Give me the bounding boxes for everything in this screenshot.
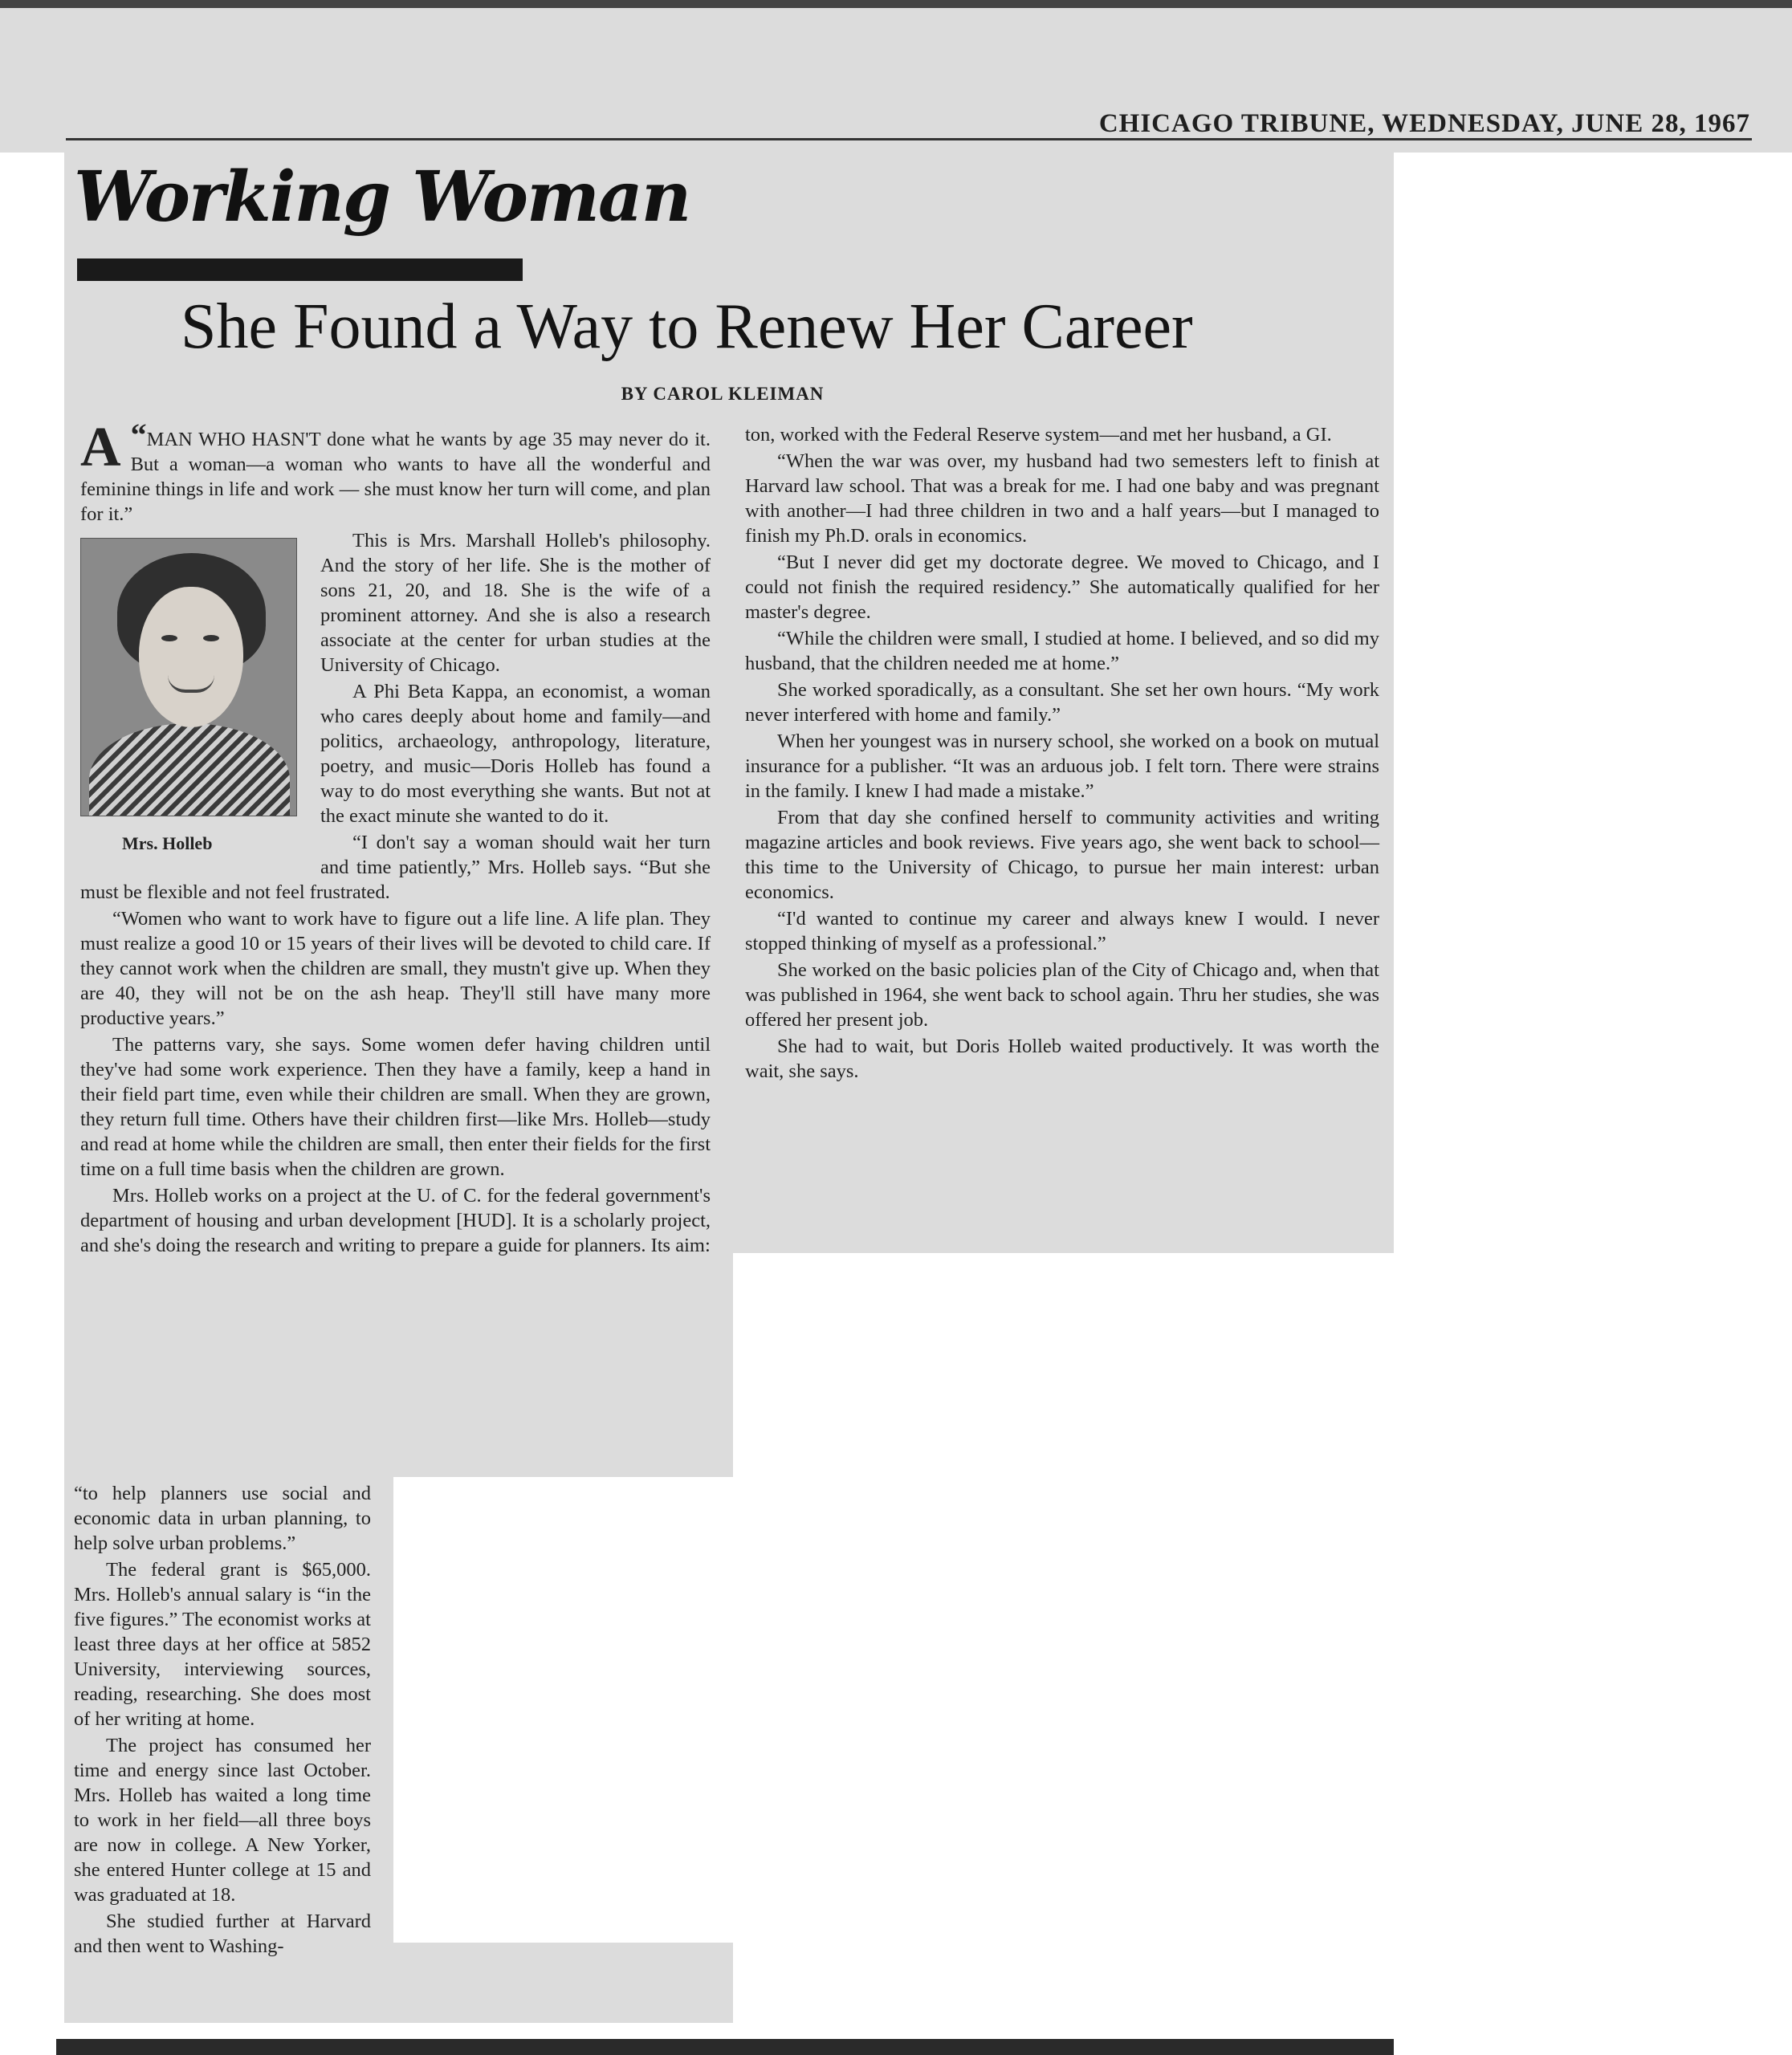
dateline: CHICAGO TRIBUNE, WEDNESDAY, JUNE 28, 1967	[1098, 109, 1750, 138]
paragraph: She had to wait, but Doris Holleb waited productively. It was worth the wait, she says.	[745, 1036, 1379, 1082]
paragraph: “to help planners use social and economic data in urban planning, to help solve urban problems.”	[74, 1483, 371, 1554]
paragraph: She studied further at Harvard and then went to Washing-	[74, 1911, 371, 1957]
paragraph: “But I never did get my doctorate degree. We moved to Chicago, and I could not finish the required residency.” She automatically qualified for her master's degree.	[745, 551, 1379, 623]
lead-quote-mark: “	[130, 417, 147, 453]
portrait-photo	[80, 538, 297, 816]
page-top-edge	[0, 0, 1792, 8]
paragraph: She worked on the basic policies plan of the City of Chicago and, when that was published in 1964, she went back to school again. Thru her studies, she was offered her present job.	[745, 959, 1379, 1031]
lead-paragraph	[80, 417, 711, 527]
drop-cap: A	[80, 417, 121, 478]
paragraph: When her youngest was in nursery school, she worked on a book on mutual insurance for a publisher. “It was an arduous job. I felt torn. There were strains in the family. I knew I had made a mistake.”	[745, 730, 1379, 802]
article-column-right	[745, 422, 1379, 1085]
paragraph: The project has consumed her time and energy since last October. Mrs. Holleb has waited a long time to work in her field—all three boys are now in college. A New Yorker, she entered Hunter college at 15 and was graduated at 18.	[74, 1735, 371, 1906]
paragraph: Mrs. Holleb works on a project at the U. of C. for the federal government's department of housing and urban development [HUD]. It is a scholarly project, and she's doing the research and writing to prepare a guide for planners. Its aim:	[80, 1185, 711, 1256]
section-bar	[77, 258, 523, 281]
clipping-bottom-edge	[56, 2039, 1394, 2055]
paragraph: From that day she confined herself to community activities and writing magazine articles and book reviews. Five years ago, she went back to school—this time to the University of Chicago, to pursue her main interest: urban economics.	[745, 807, 1379, 903]
paragraph: The federal grant is $65,000. Mrs. Holleb's annual salary is “in the five figures.” The economist works at least three days at her office at 5852 University, interviewing sources, reading, researching. She does most of her writing at home.	[74, 1559, 371, 1730]
byline: BY CAROL KLEIMAN	[621, 384, 825, 404]
paragraph: “I don't say a woman should wait her turn and time patiently,” Mrs. Holleb says. “But she must be flexible and not feel frustrated.	[80, 832, 711, 903]
clipping-left-area	[64, 1253, 733, 1477]
photo-caption: Mrs. Holleb	[122, 833, 213, 853]
lead-text: MAN WHO HASN'T done what he wants by age 35 may never do it. But a woman—a woman who wants to have all the wonderful and feminine things in life and work — she must know her turn will come, and plan for it.”	[80, 429, 711, 525]
headline: She Found a Way to Renew Her Career	[181, 291, 1193, 362]
article-column-left	[80, 417, 711, 1259]
paragraph: “While the children were small, I studied at home. I believed, and so did my husband, that the children needed me at home.”	[745, 628, 1379, 674]
portrait-photo-block	[80, 538, 301, 851]
paragraph: The patterns vary, she says. Some women defer having children until they've had some work experience. Then they have a family, keep a hand in their field part time, even while their children are small. When they are grown, they return full time. Others have their children first—like Mrs. Holleb—study and read at home while the children are small, then enter their fields for the first time on a full time basis when the children are grown.	[80, 1034, 711, 1180]
article-column-left-narrow	[74, 1481, 371, 1960]
paragraph: ton, worked with the Federal Reserve system—and met her husband, a GI.	[745, 424, 1332, 446]
paragraph: “When the war was over, my husband had two semesters left to finish at Harvard law school. That was a break for me. I had one baby and was pregnant with another—I had three children in two and a half years—but I managed to finish my Ph.D. orals in economics.	[745, 450, 1379, 547]
section-title: Working Woman	[74, 157, 690, 238]
paragraph: “I'd wanted to continue my career and always knew I would. I never stopped thinking of myself as a professional.”	[745, 908, 1379, 954]
paragraph: A Phi Beta Kappa, an economist, a woman who cares deeply about home and family—and politics, archaeology, anthropology, literature, poetry, and music—Doris Holleb has found a way to do most everything she wants. But not at the exact minute she wanted to do it.	[320, 681, 711, 827]
paragraph: “Women who want to work have to figure out a life line. A life plan. They must realize a good 10 or 15 years of their lives will be devoted to child care. If they cannot work when the children are small, they mustn't give up. When they are 40, they will not be on the ash heap. They'll still have many more productive years.”	[80, 908, 711, 1029]
paragraph: This is Mrs. Marshall Holleb's philosophy. And the story of her life. She is the mother of sons 21, 20, and 18. She is the wife of a prominent attorney. And she is also a research associate at the center for urban studies at the University of Chicago.	[320, 530, 711, 676]
paragraph: She worked sporadically, as a consultant. She set her own hours. “My work never interfered with home and family.”	[745, 679, 1379, 726]
